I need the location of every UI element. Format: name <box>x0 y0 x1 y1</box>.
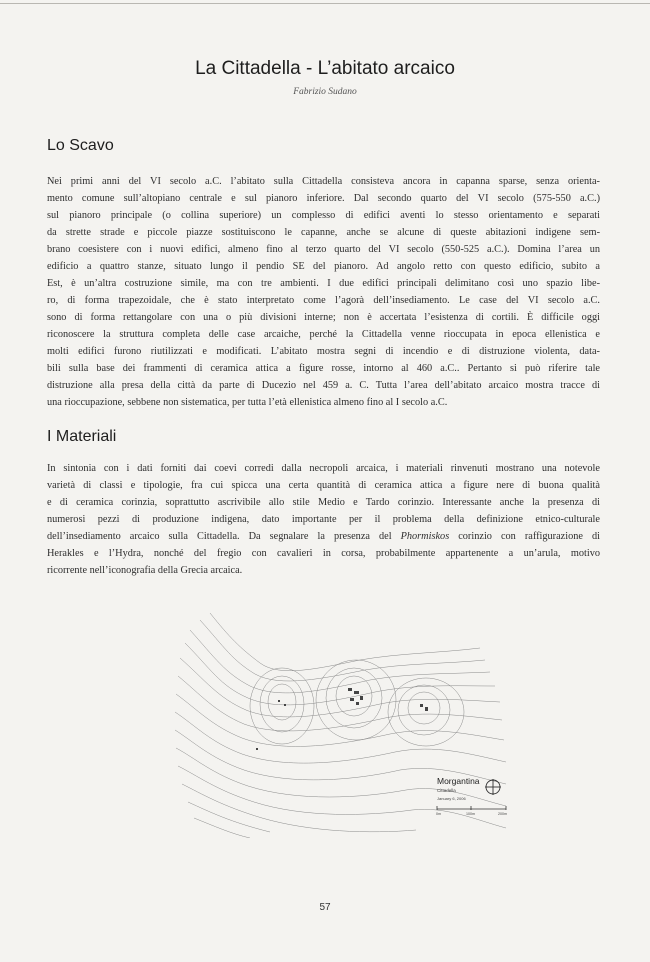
text-line: dell’insediamento arcaico sulla Cittadella. Da segnalare la presenza del Phormiskos corinzio con raffigurazione di <box>47 531 600 542</box>
section-scavo-text <box>47 173 600 411</box>
text-line: ricorrente nell’iconografia della Grecia arcaica. <box>47 565 243 576</box>
text-line: In sintonia con i dati forniti dai coevi corredi dalla necropoli arcaica, i materiali rinvenuti mostrano una notevole <box>47 463 600 474</box>
text-line: varietà di classi e tipologie, fra cui spicca una certa quantità di ceramica attica a figure nere di buona qualità <box>47 480 600 491</box>
north-compass-icon <box>484 778 502 796</box>
scale-bar <box>436 804 508 812</box>
map-title: Morgantina <box>437 776 480 786</box>
text-line: riconoscere la struttura completa delle case arcaiche, perché la Cittadella venne rioccupata in epoca ellenistica e <box>47 329 600 340</box>
text-line: ro, di forma trapezoidale, che è stato interpretato come l’agorà dell’insediamento. Le case del VI secolo a.C. <box>47 295 600 306</box>
text-line: Herakles e l’Hydra, nonché del fregio con cavalieri in corsa, probabilmente appartenente a un’arula, motivo <box>47 548 600 559</box>
author-name: Fabrizio Sudano <box>293 87 357 97</box>
section-materiali-text <box>47 460 600 579</box>
text-line: sono di forma rettangolare con una o più divisioni interne; non è accertata l’esistenza di cortili. È difficile oggi <box>47 312 600 323</box>
text-line: una rioccupazione, sebbene non sistematica, per tutta l’età ellenistica almeno fino al I secolo a.C. <box>47 397 448 408</box>
map-date: January 6, 2006 <box>437 796 466 801</box>
excavation-structures <box>256 688 428 750</box>
text-line: e di ceramica corinzia, soprattutto ascrivibile allo stile Medio e Tardo corinzio. Interessante anche la presenza di <box>47 497 600 508</box>
text-line: brano coesistere con i nuovi edifici, almeno fino al terzo quarto del VI secolo (550-525 a.C.). Domina l’area un <box>47 244 600 255</box>
scale-label: 200m <box>498 812 507 816</box>
top-rule <box>0 3 650 4</box>
section-heading-materiali: I Materiali <box>47 428 117 445</box>
text-line: mento comune sull’altopiano centrale e sul pianoro inferiore. Dal secondo quarto del VI secolo (575-550 a.C.) <box>47 193 600 204</box>
scale-label: 0m <box>436 812 441 816</box>
text-line: numerosi pezzi di produzione indigena, dato importante per il problema della definizione etnico-culturale <box>47 514 600 525</box>
page-title: La Cittadella - L’abitato arcaico <box>195 58 455 79</box>
text-line: molti edifici furono riutilizzati e modificati. L’abitato mostra segni di incendio e di distruzione violenta, data- <box>47 346 600 357</box>
text-line: edificio a quattro stanze, situato lungo il pendio SE del pianoro. Ad angolo retto con questo edificio, subito a <box>47 261 600 272</box>
section-heading-scavo: Lo Scavo <box>47 137 114 154</box>
scale-label: 100m <box>466 812 475 816</box>
text-line: sul pianoro principale (o collina superiore) un complesso di edifici aventi lo stesso orientamento e separati <box>47 210 600 221</box>
text-line: Est, è un’altra costruzione simile, ma con tre ambienti. I due edifici principali delimitano così uno spazio libe- <box>47 278 600 289</box>
text-line: Nei primi anni del VI secolo a.C. l’abitato sulla Cittadella consisteva ancora in capanna sparse, senza orienta- <box>47 176 600 187</box>
text-line: distruzione alla presa della città da parte di Ducezio nel 459 a. C. Tutta l’area dell’abitato arcaico mostra tracce di <box>47 380 600 391</box>
page-number: 57 <box>319 902 331 913</box>
text-line: bili sulla base dei frammenti di ceramica attica a figure rosse, intorno al 460 a.C.. Pertanto si può riferire tale <box>47 363 600 374</box>
text-line: da strette strade e piccole piazze sostituiscono le capanne, anche se alcune di queste abitazioni indigene sem- <box>47 227 600 238</box>
map-subtitle: Cittadella <box>437 788 456 793</box>
